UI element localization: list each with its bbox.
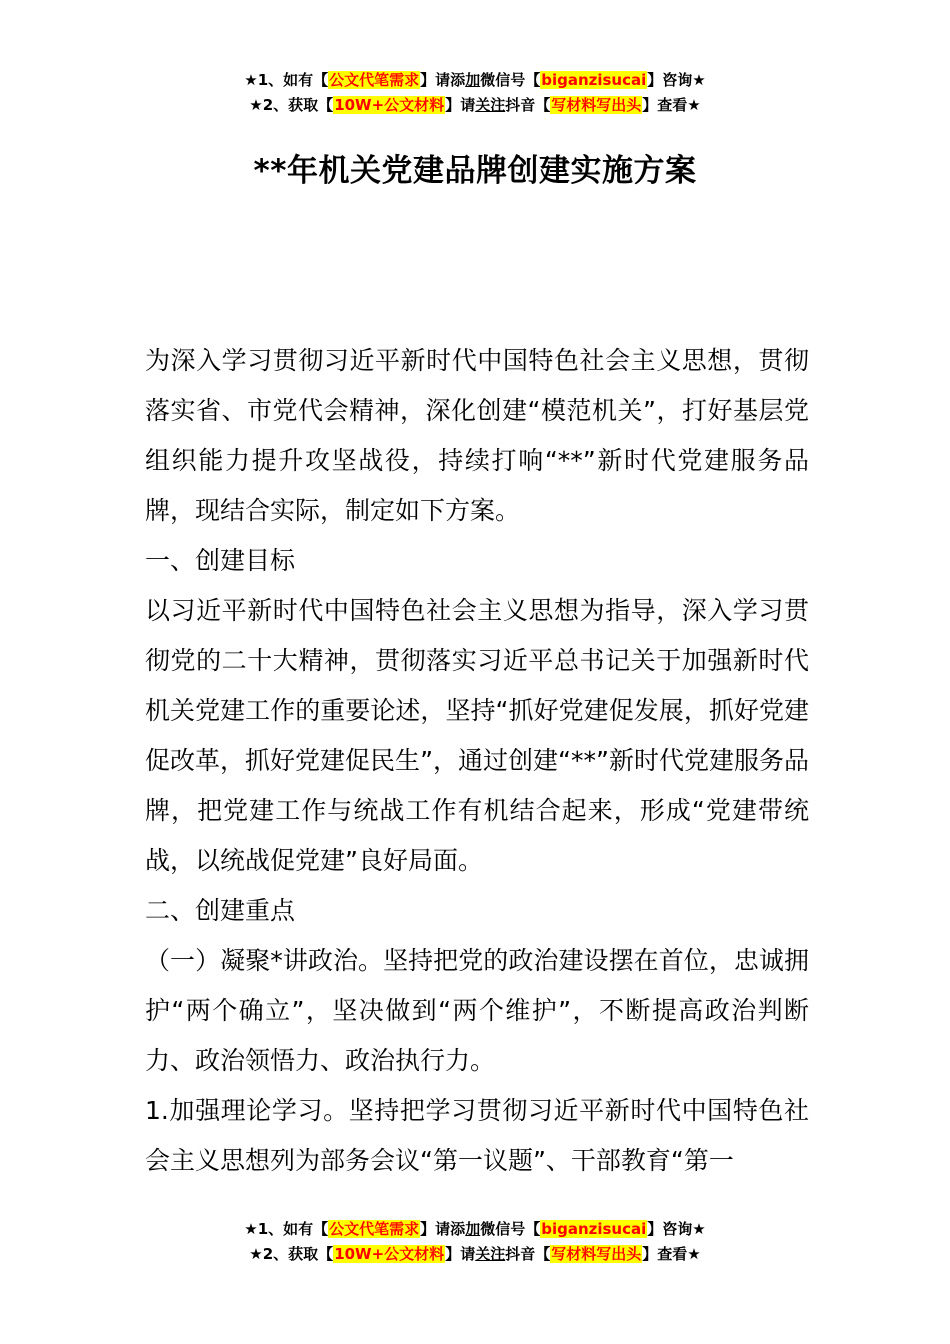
banner-text: ★1、如有【 [244,1220,329,1238]
banner-douyin-id: 写材料写出头 [551,96,642,114]
banner-text: 】请添 [420,1220,466,1238]
intro-paragraph: 为深入学习贯彻习近平新时代中国特色社会主义思想，贯彻落实省、市党代会精神，深化创建“模范机关”，打好基层党组织能力提升攻坚战役，持续打响“**”新时代党建服务品牌，现结合实际，制定如下方案。 [145,346,809,525]
bottom-banner [0,1217,950,1267]
top-banner [0,68,950,118]
banner-highlight: 公文代笔需求 [329,71,420,89]
banner-text: 微信号【 [480,71,541,89]
body-paragraph: 以习近平新时代中国特色社会主义思想为指导，深入学习贯彻党的二十大精神，贯彻落实习近平总书记关于加强新时代机关党建工作的重要论述，坚持“抓好党建促发展，抓好党建促改革，抓好党建促民生”，通过创建“**”新时代党建服务品牌，把党建工作与统战工作有机结合起来，形成“党建带统战，以统战促党建”良好局面。 [145,596,809,875]
banner-highlight: 10W+公文材料 [334,1245,445,1263]
banner-text: 】查看★ [642,96,701,114]
banner-douyin-id: 写材料写出头 [551,1245,642,1263]
banner-wechat-id: biganzisucai [541,71,647,89]
banner-text: 】请 [445,96,476,114]
banner-text: 微信号【 [480,1220,541,1238]
section-heading: 二、创建重点 [145,896,296,925]
banner-highlight: 10W+公文材料 [334,96,445,114]
banner-highlight: 公文代笔需求 [329,1220,420,1238]
banner-text: ★1、如有【 [244,71,329,89]
banner-line-2 [0,1242,950,1267]
banner-line-1 [0,68,950,93]
banner-wechat-id: biganzisucai [541,1220,647,1238]
banner-text: 】咨询★ [647,71,706,89]
document-title: **年机关党建品牌创建实施方案 [253,153,697,189]
document-body [145,336,809,1186]
banner-text: ★2、获取【 [249,1245,334,1263]
banner-text: 】咨询★ [647,1220,706,1238]
section-heading: 一、创建目标 [145,546,296,575]
banner-underlined-text: 关注 [475,96,506,114]
banner-line-1 [0,1217,950,1242]
banner-text: 抖音【 [505,96,551,114]
banner-text: ★2、获取【 [249,96,334,114]
banner-line-2 [0,93,950,118]
body-paragraph: （一）凝聚*讲政治。坚持把党的政治建设摆在首位，忠诚拥护“两个确立”，坚决做到“两个维护”，不断提高政治判断力、政治领悟力、政治执行力。 [145,946,809,1075]
banner-underlined-text: 关注 [475,1245,506,1263]
banner-text: 抖音【 [505,1245,551,1263]
banner-text: 】请添 [420,71,466,89]
banner-text: 】请 [445,1245,476,1263]
body-paragraph: 1.加强理论学习。坚持把学习贯彻习近平新时代中国特色社会主义思想列为部务会议“第一议题”、干部教育“第一 [145,1096,809,1175]
banner-underlined-text: 加 [465,71,481,89]
banner-underlined-text: 加 [465,1220,481,1238]
banner-text: 】查看★ [642,1245,701,1263]
